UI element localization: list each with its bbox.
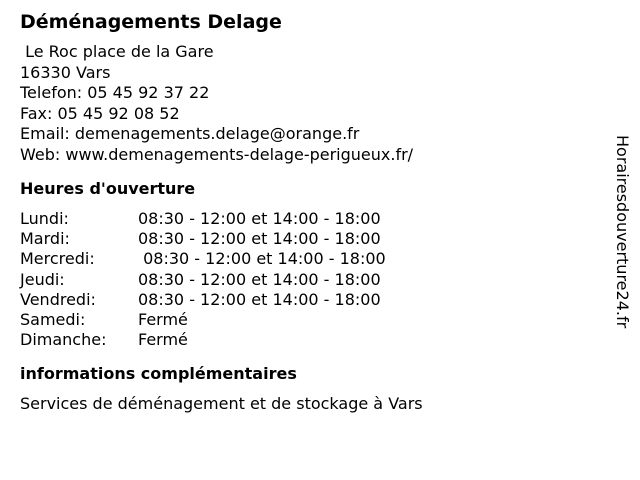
day-hours: 08:30 - 12:00 et 14:00 - 18:00 bbox=[138, 269, 381, 289]
day-label: Lundi: bbox=[20, 209, 69, 228]
business-card bbox=[20, 10, 600, 414]
phone-number[interactable]: Telefon: 05 45 92 37 22 bbox=[20, 83, 210, 102]
day-hours: Fermé bbox=[138, 310, 188, 330]
day-hours: 08:30 - 12:00 et 14:00 - 18:00 bbox=[138, 209, 381, 228]
site-watermark: Horairesdouverture24.fr bbox=[613, 135, 632, 329]
hours-row-monday bbox=[20, 209, 600, 229]
additional-info-heading: informations complémentaires bbox=[20, 364, 297, 384]
fax-number: Fax: 05 45 92 08 52 bbox=[20, 103, 180, 123]
hours-row-sunday bbox=[20, 330, 600, 350]
day-label: Mardi: bbox=[20, 229, 70, 249]
additional-info-text: Services de déménagement et de stockage à Vars bbox=[20, 394, 423, 414]
day-label: Mercredi: bbox=[20, 249, 95, 269]
opening-hours-table bbox=[20, 209, 600, 350]
hours-row-friday bbox=[20, 290, 600, 310]
hours-row-saturday bbox=[20, 310, 600, 330]
hours-row-thursday bbox=[20, 270, 600, 290]
hours-row-wednesday bbox=[20, 249, 600, 269]
day-hours: 08:30 - 12:00 et 14:00 - 18:00 bbox=[138, 229, 381, 249]
day-label: Jeudi: bbox=[20, 269, 65, 289]
opening-hours-heading: Heures d'ouverture bbox=[20, 179, 196, 198]
day-label: Samedi: bbox=[20, 310, 86, 330]
address-city: 16330 Vars bbox=[20, 62, 111, 82]
email-address[interactable]: Email: demenagements.delage@orange.fr bbox=[20, 124, 360, 143]
day-hours: 08:30 - 12:00 et 14:00 - 18:00 bbox=[138, 249, 386, 269]
website-link[interactable]: Web: www.demenagements-delage-perigueux.fr/ bbox=[20, 144, 414, 164]
day-label: Vendredi: bbox=[20, 289, 96, 309]
business-name: Déménagements Delage bbox=[20, 11, 282, 33]
hours-row-tuesday bbox=[20, 229, 600, 249]
day-label: Dimanche: bbox=[20, 330, 107, 350]
day-hours: Fermé bbox=[138, 330, 188, 350]
day-hours: 08:30 - 12:00 et 14:00 - 18:00 bbox=[138, 289, 381, 309]
address-street: Le Roc place de la Gare bbox=[20, 42, 214, 61]
